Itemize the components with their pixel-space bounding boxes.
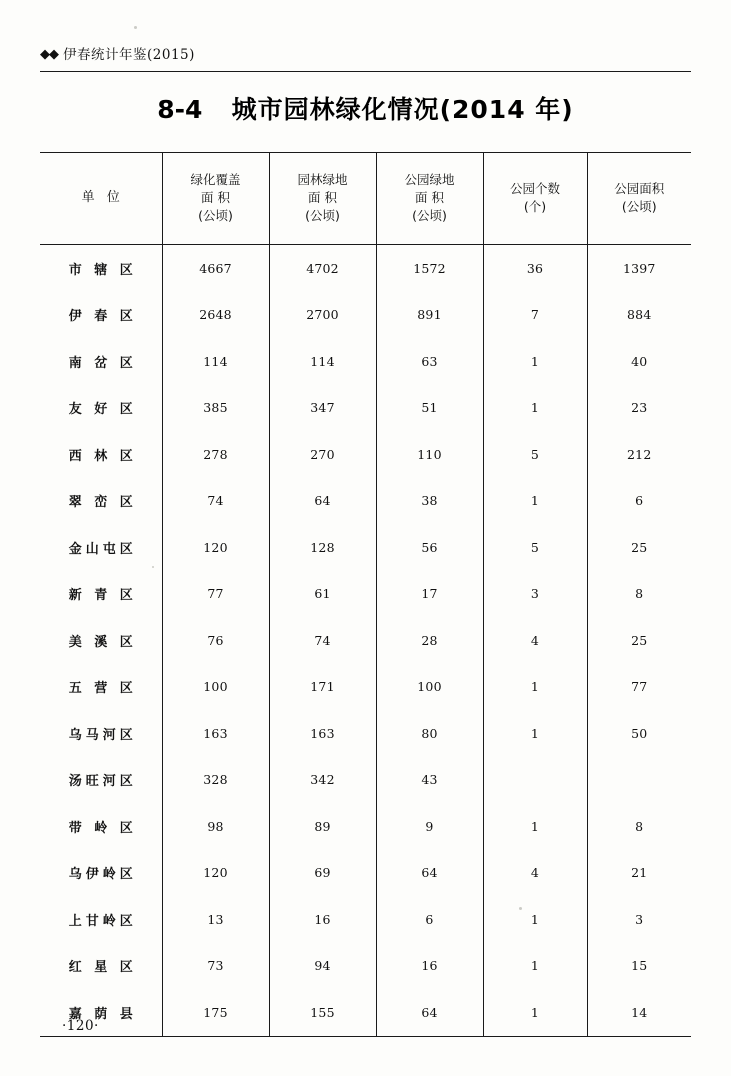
statistics-table-wrapper: [40, 152, 691, 1037]
table-header: [40, 153, 691, 245]
cell-garden-green-area: 2700: [269, 292, 376, 339]
cell-park-area: 8: [587, 571, 691, 618]
cell-green-coverage-area: 120: [162, 524, 269, 571]
table-row: [40, 664, 691, 711]
row-unit-label: 红 星 区: [68, 960, 137, 976]
cell-garden-green-area: 4702: [269, 245, 376, 292]
cell-park-area: 15: [587, 943, 691, 990]
cell-park-count: 1: [483, 338, 587, 385]
cell-park-count: 4: [483, 850, 587, 897]
cell-park-area: 8: [587, 803, 691, 850]
cell-park-green-area: 6: [376, 896, 483, 943]
cell-park-area: 23: [587, 385, 691, 432]
cell-green-coverage-area: 76: [162, 617, 269, 664]
cell-green-coverage-area: 278: [162, 431, 269, 478]
cell-garden-green-area: 89: [269, 803, 376, 850]
cell-green-coverage-area: 77: [162, 571, 269, 618]
row-unit-label: 友 好 区: [68, 402, 137, 418]
table-row: [40, 338, 691, 385]
cell-park-count: 1: [483, 710, 587, 757]
row-unit-label: 南 岔 区: [68, 355, 137, 371]
cell-park-count: 7: [483, 292, 587, 339]
cell-garden-green-area: 64: [269, 478, 376, 525]
row-unit-label: 上甘岭区: [68, 913, 137, 929]
cell-park-green-area: 110: [376, 431, 483, 478]
table-row: [40, 803, 691, 850]
cell-garden-green-area: 94: [269, 943, 376, 990]
table-row: [40, 245, 691, 292]
table-header-row: [40, 153, 691, 245]
cell-garden-green-area: 114: [269, 338, 376, 385]
scan-speck: [519, 907, 522, 910]
cell-garden-green-area: 270: [269, 431, 376, 478]
cell-green-coverage-area: 163: [162, 710, 269, 757]
table-row: [40, 757, 691, 804]
row-unit-label: 新 青 区: [68, 588, 137, 604]
cell-park-count: 1: [483, 478, 587, 525]
row-unit-label: 翠 峦 区: [68, 495, 137, 511]
cell-garden-green-area: 69: [269, 850, 376, 897]
title-number: 8-4: [157, 95, 203, 124]
cell-park-count: 1: [483, 803, 587, 850]
cell-garden-green-area: 155: [269, 989, 376, 1036]
cell-park-area: 25: [587, 617, 691, 664]
cell-garden-green-area: 347: [269, 385, 376, 432]
scan-speck: [152, 566, 154, 568]
cell-green-coverage-area: 114: [162, 338, 269, 385]
row-unit-label: 美 溪 区: [68, 634, 137, 650]
cell-green-coverage-area: 120: [162, 850, 269, 897]
cell-park-count: 36: [483, 245, 587, 292]
cell-garden-green-area: 74: [269, 617, 376, 664]
cell-green-coverage-area: 4667: [162, 245, 269, 292]
running-header: [40, 46, 691, 72]
page-number: ·120·: [62, 1018, 99, 1034]
cell-garden-green-area: 16: [269, 896, 376, 943]
statistics-table: [40, 152, 691, 1037]
cell-park-count: 5: [483, 524, 587, 571]
cell-garden-green-area: 163: [269, 710, 376, 757]
cell-park-count: 1: [483, 989, 587, 1036]
cell-green-coverage-area: 2648: [162, 292, 269, 339]
table-row: [40, 385, 691, 432]
row-unit-label: 市 辖 区: [68, 262, 137, 278]
table-row: [40, 571, 691, 618]
column-header-garden-green-area: 园林绿地 面 积 (公顷): [269, 153, 376, 245]
cell-park-green-area: 17: [376, 571, 483, 618]
row-unit-label: 乌伊岭区: [68, 867, 137, 883]
cell-park-green-area: 891: [376, 292, 483, 339]
cell-park-area: 212: [587, 431, 691, 478]
cell-green-coverage-area: 73: [162, 943, 269, 990]
row-unit-label: 伊 春 区: [68, 309, 137, 325]
cell-park-area: 3: [587, 896, 691, 943]
cell-park-green-area: 43: [376, 757, 483, 804]
table-body: [40, 245, 691, 1037]
row-unit-label: 西 林 区: [68, 448, 137, 464]
cell-park-count: 1: [483, 943, 587, 990]
cell-park-green-area: 28: [376, 617, 483, 664]
cell-green-coverage-area: 175: [162, 989, 269, 1036]
table-row: [40, 292, 691, 339]
diamond-marker-icon: ◆◆: [40, 47, 58, 62]
header-divider: [40, 71, 691, 72]
cell-park-area: 50: [587, 710, 691, 757]
table-row: [40, 710, 691, 757]
column-header-park-area: 公园面积 (公顷): [587, 153, 691, 245]
row-unit-label: 嘉 荫 县: [40, 989, 162, 1036]
cell-green-coverage-area: 385: [162, 385, 269, 432]
row-unit-label: 乌马河区: [68, 727, 137, 743]
cell-park-green-area: 64: [376, 850, 483, 897]
cell-park-count: 1: [483, 896, 587, 943]
cell-park-green-area: 63: [376, 338, 483, 385]
cell-green-coverage-area: 74: [162, 478, 269, 525]
running-header-text: 伊春统计年鉴(2015): [63, 47, 195, 63]
cell-park-area: 1397: [587, 245, 691, 292]
column-header-park-count: 公园个数 (个): [483, 153, 587, 245]
cell-park-green-area: 100: [376, 664, 483, 711]
page-title: [0, 90, 731, 126]
table-row: [40, 850, 691, 897]
table-row: [40, 943, 691, 990]
cell-park-count: 5: [483, 431, 587, 478]
table-row: [40, 431, 691, 478]
cell-park-green-area: 51: [376, 385, 483, 432]
cell-park-area: 6: [587, 478, 691, 525]
cell-park-green-area: 9: [376, 803, 483, 850]
cell-green-coverage-area: 328: [162, 757, 269, 804]
cell-park-area: 25: [587, 524, 691, 571]
cell-green-coverage-area: 100: [162, 664, 269, 711]
cell-park-count: 1: [483, 385, 587, 432]
cell-park-area: 40: [587, 338, 691, 385]
row-unit-label: 带 岭 区: [68, 820, 137, 836]
cell-park-count: [483, 757, 587, 804]
cell-garden-green-area: 61: [269, 571, 376, 618]
table-row: [40, 478, 691, 525]
cell-garden-green-area: 128: [269, 524, 376, 571]
table-row: [40, 617, 691, 664]
row-unit-label: 五 营 区: [68, 681, 137, 697]
cell-park-area: 21: [587, 850, 691, 897]
cell-park-area: 77: [587, 664, 691, 711]
cell-park-green-area: 1572: [376, 245, 483, 292]
row-unit-label: 汤旺河区: [68, 774, 137, 790]
table-row: [40, 896, 691, 943]
cell-park-area: 14: [587, 989, 691, 1036]
cell-park-green-area: 16: [376, 943, 483, 990]
column-header-unit: 单 位: [40, 153, 162, 245]
row-unit-label: 金山屯区: [68, 541, 137, 557]
cell-park-green-area: 80: [376, 710, 483, 757]
title-text: 城市园林绿化情况(2014 年): [231, 95, 574, 124]
cell-park-area: 884: [587, 292, 691, 339]
table-row: [40, 989, 691, 1036]
cell-park-count: 4: [483, 617, 587, 664]
cell-park-count: 1: [483, 664, 587, 711]
cell-green-coverage-area: 13: [162, 896, 269, 943]
column-header-park-green-area: 公园绿地 面 积 (公顷): [376, 153, 483, 245]
cell-park-green-area: 64: [376, 989, 483, 1036]
cell-park-green-area: 56: [376, 524, 483, 571]
cell-garden-green-area: 342: [269, 757, 376, 804]
cell-park-green-area: 38: [376, 478, 483, 525]
cell-garden-green-area: 171: [269, 664, 376, 711]
scan-speck: [134, 26, 137, 29]
cell-green-coverage-area: 98: [162, 803, 269, 850]
column-header-green-coverage-area: 绿化覆盖 面 积 (公顷): [162, 153, 269, 245]
table-row: [40, 524, 691, 571]
cell-park-area: [587, 757, 691, 804]
cell-park-count: 3: [483, 571, 587, 618]
